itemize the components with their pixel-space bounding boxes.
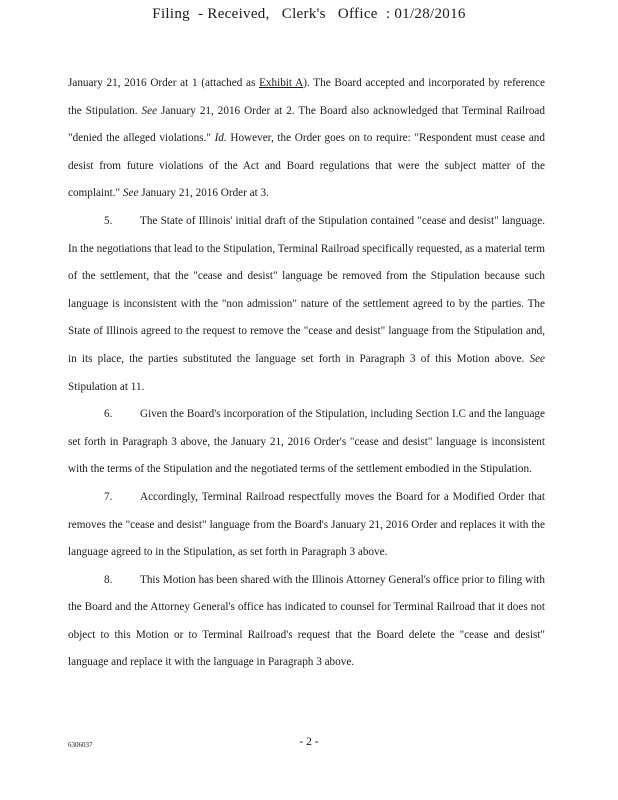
continuation-text-1: January 21, 2016 Order at 1 (attached as: [68, 77, 260, 89]
footer-document-id: 6306037: [68, 741, 93, 749]
continuation-paragraph: [68, 70, 545, 208]
paragraph-6: [68, 401, 545, 484]
paragraph-5-number: 5.: [104, 214, 113, 227]
paragraph-8: [68, 567, 545, 677]
paragraph-6-number: 6.: [104, 408, 113, 421]
paragraph-5-see-signal: See: [529, 352, 545, 365]
see-signal-1: See: [141, 104, 158, 117]
filing-stamp-header: Filing - Received, Clerk's Office : 01/28/2016: [152, 6, 466, 22]
paragraph-7-text: Accordingly, Terminal Railroad respectfully moves the Board for a Modified Order that removes the "cease and desist" language from the Board's January 21, 2016 Order and replaces it with the language agreed to in the Stipulation, as set forth in Paragraph 3 above.: [68, 490, 545, 559]
see-signal-2: See: [122, 187, 139, 200]
footer-page-number: - 2 -: [299, 736, 319, 748]
continuation-text-2: ). The Board accepted and incorporated by reference the Stipulation.: [68, 77, 545, 117]
paragraph-8-number: 8.: [104, 573, 113, 586]
paragraph-5-text-2: Stipulation at 11.: [68, 380, 145, 393]
paragraph-5-text-1: The State of Illinois' initial draft of the Stipulation contained "cease and desist" language. In the negotiations that lead to the Stipulation, Terminal Railroad specifically requested, as a material term of the settlement, that the "cease and desist" language be removed from the Stipulation because such language is inconsistent with the "non admission" nature of the settlement agreed to by the parties. The State of Illinois agreed to the request to remove the "cease and desist" language from the Stipulation and, in its place, the parties substituted the language set forth in Paragraph 3 of this Motion above.: [68, 214, 545, 365]
continuation-text-3: January 21, 2016 Order at 2. The Board also acknowledged that Terminal Railroad "denied the alleged violations.": [68, 104, 545, 145]
paragraph-6-text: Given the Board's incorporation of the Stipulation, including Section I.C and the language set forth in Paragraph 3 above, the January 21, 2016 Order's "cease and desist" language is inconsistent with the terms of the Stipulation and the negotiated terms of the settlement embodied in the Stipulation.: [68, 408, 545, 476]
document-body: [68, 70, 545, 677]
continuation-text-4: However, the Order goes on to require: "Respondent must cease and desist from future violations of the Act and Board regulations that were the subject matter of the complaint.": [68, 132, 545, 200]
paragraph-8-text: This Motion has been shared with the Illinois Attorney General's office prior to filing with the Board and the Attorney General's office has indicated to counsel for Terminal Railroad that it does not object to this Motion or to Terminal Railroad's request that the Board delete the "cease and desist" language and replace it with the language in Paragraph 3 above.: [68, 573, 545, 669]
exhibit-a-reference: Exhibit A: [259, 77, 304, 89]
paragraph-7: [68, 484, 545, 567]
continuation-text-5: January 21, 2016 Order at 3.: [138, 187, 269, 200]
id-signal: Id.: [214, 132, 227, 145]
paragraph-7-number: 7.: [104, 490, 113, 503]
paragraph-5: [68, 208, 545, 401]
